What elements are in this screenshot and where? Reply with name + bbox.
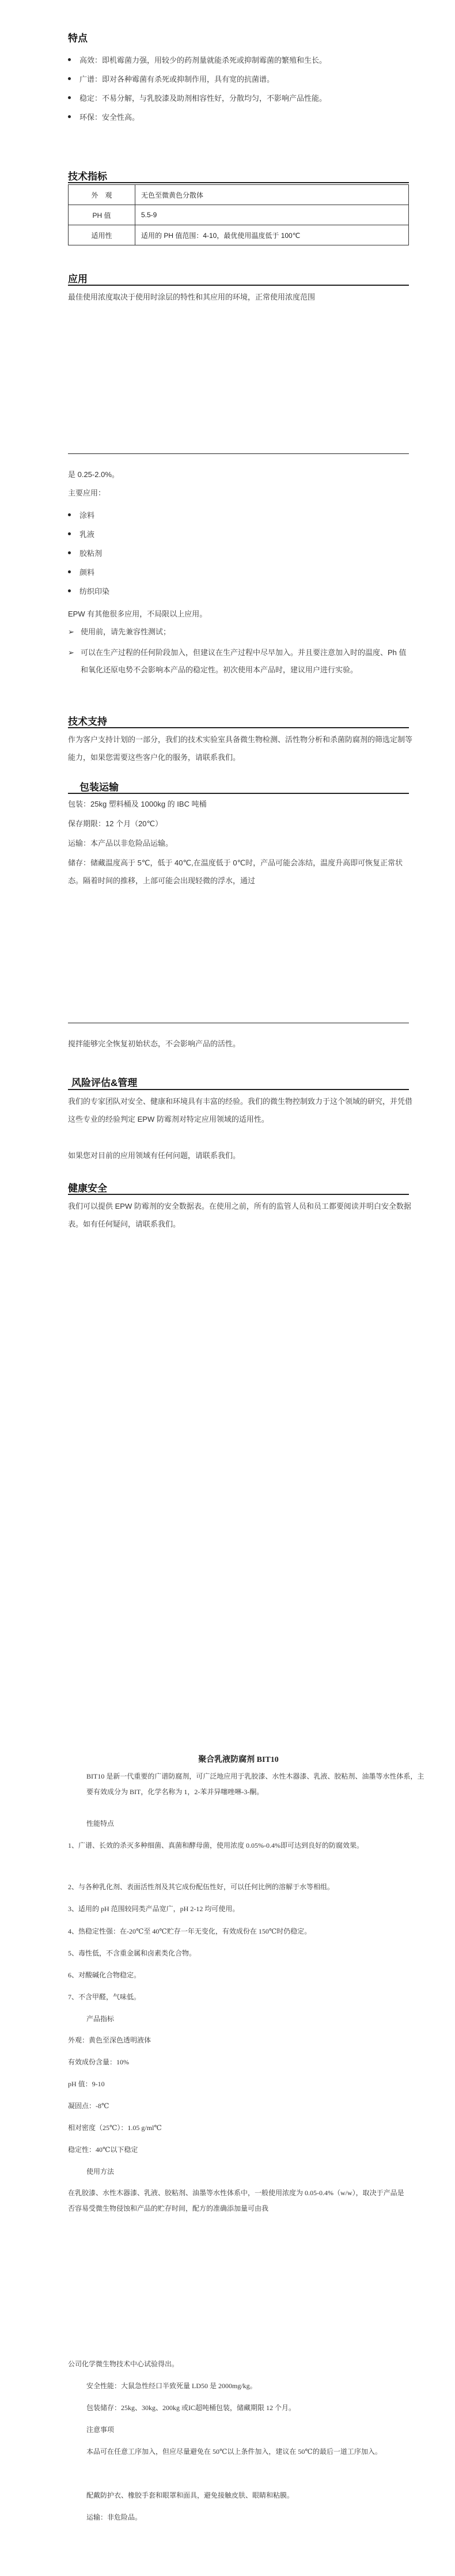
table-row: PH 值 5.5-9 — [69, 205, 409, 225]
usage-range: 是 0.25-2.0%。 — [68, 470, 119, 479]
support-heading: 技术支持 — [68, 716, 107, 727]
bullet-icon — [68, 96, 71, 99]
features-list — [68, 51, 414, 127]
specs-heading: 技术指标 — [68, 171, 107, 182]
safety-heading: 健康安全 — [68, 1183, 107, 1194]
bullet-icon — [68, 77, 71, 80]
list-item: 胶粘剂 — [68, 544, 414, 563]
bit-perf-item: 2、与各种乳化剂、表面活性剂及其它成份配伍性好，可以任何比例的溶解于水等相组。 — [68, 1883, 335, 1891]
bit-notice-heading: 注意事项 — [86, 2426, 115, 2434]
bullet-icon — [68, 115, 71, 118]
bit-package: 包装储存：25kg、30kg、200kg 或IC超吨桶包装，储藏期限 12 个月。 — [86, 2404, 296, 2412]
risk-text-2: 如果您对目前的应用领域有任何问题，请联系我们。 — [68, 1151, 241, 1160]
list-item: 颜料 — [68, 563, 414, 582]
bit-title: 聚合乳液防腐剂 BIT10 — [198, 1756, 279, 1764]
table-row: 外 观 无色至微黄色分散体 — [69, 185, 409, 205]
bullet-icon — [68, 570, 71, 573]
bit-perf-heading: 性能特点 — [86, 1820, 115, 1828]
bit-perf-item: 4、热稳定性强：在-20℃至 40℃贮存一年无变化，有效成份在 150℃时仍稳定。 — [68, 1927, 312, 1935]
bit-notice-item: 本品可在任意工序加入，但应尽量避免在 50℃以上条件加入，建议在 50℃的最后一道工序加入。 — [86, 2448, 382, 2456]
safety-text: 我们可以提供 EPW 防霉剂的安全数据表。在使用之前，所有的监管人员和员工都要阅读并明白安全数据表。如有任何疑问，请联系我们。 — [68, 1202, 411, 1228]
bit-notice-item: 运输：非危险品。 — [86, 2513, 142, 2521]
bit-use-cont: 公司化学微生物技术中心试验得出。 — [68, 2360, 179, 2368]
bit-index-item: 稳定性：40℃以下稳定 — [68, 2146, 138, 2154]
usage-steps — [68, 623, 414, 679]
packaging-transport: 运输：本产品以非危险品运输。 — [68, 839, 173, 848]
bullet-icon — [68, 513, 71, 516]
divider — [68, 285, 409, 286]
usage-main-label: 主要应用： — [68, 489, 106, 497]
bit-notice-item: 配戴防护衣、橡胶手套和眼罩和面具，避免接触皮肤、眼睛和粘膜。 — [86, 2491, 294, 2499]
divider — [68, 182, 409, 183]
bit-index-item: 相对密度（25℃）：1.05 g/ml℃ — [68, 2124, 162, 2132]
feature-item: 广谱：即对各种霉菌有杀死或抑制作用，具有宽的抗菌谱。 — [68, 70, 414, 89]
feature-item: 稳定：不易分解，与乳胶漆及助剂相容性好，分散均匀，不影响产品性能。 — [68, 89, 414, 108]
list-item: ➢ 可以在生产过程的任何阶段加入，但建议在生产过程中尽早加入。并且要注意加入时的温度、Ph 值和氧化还原电势不会影响本产品的稳定性。初次使用本产品时，建议用户进行实验。 — [68, 644, 414, 679]
packaging-shelf-life: 保存期限：12 个月（20℃） — [68, 819, 163, 828]
bullet-icon — [68, 551, 71, 554]
list-item: 乳液 — [68, 525, 414, 544]
list-item: ➢ 使用前，请先兼容性测试； — [68, 623, 414, 641]
bit-perf-item: 1、广谱、长效的杀灭多种细菌、真菌和酵母菌，使用浓度 0.05%-0.4%即可达到良好的防腐效果。 — [68, 1841, 363, 1849]
usage-note: EPW 有其他很多应用，不局限以上应用。 — [68, 610, 207, 618]
feature-item: 高效：即机霉菌力强，用较少的药剂量就能杀死或抑制霉菌的繁殖和生长。 — [68, 51, 414, 70]
table-row: 适用性 适用的 PH 值范围：4-10，最优使用温度低于 100℃ — [69, 225, 409, 245]
usage-list — [68, 506, 414, 601]
bullet-icon — [68, 589, 71, 592]
arrow-right-icon: ➢ — [68, 627, 74, 636]
bit-perf-item: 5、毒性低，不含重金属和卤素类化合物。 — [68, 1949, 196, 1957]
bit-safety: 安全性能：大鼠急性经口半致死量 LD50 是 2000mg/kg。 — [86, 2382, 257, 2390]
bit-perf-item: 6、对酸碱化合物稳定。 — [68, 1971, 141, 1979]
bullet-icon — [68, 532, 71, 535]
packaging-pack: 包装：25kg 塑料桶及 1000kg 的 IBC 吨桶 — [68, 800, 207, 808]
arrow-right-icon: ➢ — [68, 648, 74, 657]
divider — [68, 793, 409, 794]
list-item: 纺织印染 — [68, 582, 414, 601]
bit-index-item: 外观：黄色至深色透明液体 — [68, 2036, 151, 2044]
risk-text: 我们的专家团队对安全、健康和环境具有丰富的经验。我们的微生物控制致力于这个领域的研究，并凭借这些专业的经验判定 EPW 防霉剂对特定应用领域的适用性。 — [68, 1097, 413, 1124]
feature-item: 环保：安全性高。 — [68, 108, 414, 127]
bit-use-heading: 使用方法 — [86, 2168, 115, 2176]
features-heading: 特点 — [68, 33, 88, 44]
packaging-storage: 储存：储藏温度高于 5℃，低于 40℃,在温度低于 0℃时，产品可能会冻结，温度升高即可恢复正常状态。隔着时间的推移，上部可能会出现轻微的浮水，通过 — [68, 858, 403, 885]
bit-index-heading: 产品指标 — [86, 2015, 115, 2023]
divider — [68, 1089, 409, 1090]
list-item: 涂料 — [68, 506, 414, 525]
bit-perf-item: 7、不含甲醛，气味低。 — [68, 1993, 141, 2001]
bit-use-text: 在乳胶漆、水性木器漆、乳液、胶粘剂、油墨等水性体系中，一般使用浓度为 0.05-0.4%（w/w），取决于产品是否容易受微生物侵蚀和产品的贮存时间，配方的准确添加量可由我 — [68, 2189, 404, 2212]
bullet-icon — [68, 58, 71, 61]
bit-perf-item: 3、适用的 pH 范围较同类产品宽广，pH 2-12 均可使用。 — [68, 1905, 240, 1913]
application-heading: 应用 — [68, 274, 88, 285]
packaging-heading: 包装运输 — [79, 782, 119, 793]
risk-heading: 风险评估&管理 — [71, 1077, 138, 1088]
page-break — [68, 453, 409, 454]
support-text: 作为客户支持计划的一部分，我们的技术实验室具备微生物检测、活性物分析和杀菌防腐剂的筛选定制等能力，如果您需要这些客户化的服务，请联系我们。 — [68, 735, 413, 762]
bit-intro: BIT10 是新一代重要的广谱防腐剂，可广泛地应用于乳胶漆、水性木器漆、乳液、胶粘剂、油墨等水性体系，主要有效成分为 BIT，化学名称为 1，2-苯并异噻唑啉-3-酮。 — [86, 1772, 424, 1796]
bit-index-item: pH 值：9-10 — [68, 2080, 105, 2088]
divider — [68, 727, 409, 728]
spec-table — [68, 184, 409, 245]
application-text: 最佳使用浓度取决于使用时涂层的特性和其应用的环境，正常使用浓度范围 — [68, 293, 316, 301]
bit-index-item: 有效成份含量：10% — [68, 2058, 129, 2066]
packaging-storage-cont: 搅拌能够完全恢复初始状态，不会影响产品的活性。 — [68, 1039, 241, 1048]
bit-index-item: 凝固点：-8℃ — [68, 2102, 109, 2110]
divider — [68, 1194, 409, 1195]
